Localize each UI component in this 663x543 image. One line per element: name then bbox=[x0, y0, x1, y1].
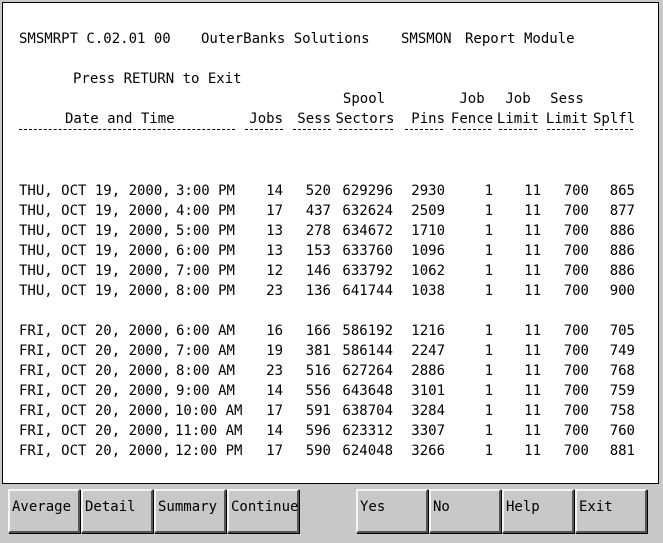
cell-time: 8:00 PM bbox=[175, 283, 235, 299]
separator-sess bbox=[293, 129, 331, 133]
cell-spool-sectors: 627264 bbox=[342, 363, 393, 379]
cell-job-fence: 1 bbox=[484, 283, 493, 299]
cell-time: 3:00 PM bbox=[175, 183, 235, 199]
separator-pins bbox=[405, 129, 443, 133]
cell-sess: 153 bbox=[305, 243, 331, 259]
header-spool-sectors: Sectors bbox=[335, 111, 395, 127]
cell-splfl: 705 bbox=[609, 323, 635, 339]
cell-jobs: 17 bbox=[266, 203, 283, 219]
cell-sess-limit: 700 bbox=[563, 363, 589, 379]
cell-date: FRI, OCT 20, 2000, bbox=[19, 403, 171, 419]
cell-spool-sectors: 624048 bbox=[342, 443, 393, 459]
cell-sess-limit: 700 bbox=[563, 423, 589, 439]
cell-pins: 3284 bbox=[411, 403, 445, 419]
cell-date: FRI, OCT 20, 2000, bbox=[19, 363, 171, 379]
cell-splfl: 758 bbox=[609, 403, 635, 419]
cell-jobs: 19 bbox=[266, 343, 283, 359]
no-button-label: No bbox=[433, 499, 450, 515]
cell-jobs: 12 bbox=[266, 263, 283, 279]
cell-splfl: 759 bbox=[609, 383, 635, 399]
header-fence-line1: Job bbox=[459, 91, 485, 107]
cell-job-limit: 11 bbox=[524, 203, 541, 219]
cell-spool-sectors: 632624 bbox=[342, 203, 393, 219]
cell-time: 10:00 AM bbox=[175, 403, 243, 419]
cell-jobs: 14 bbox=[266, 423, 283, 439]
cell-spool-sectors: 633760 bbox=[342, 243, 393, 259]
cell-pins: 3101 bbox=[411, 383, 445, 399]
average-button-label: Average bbox=[12, 499, 72, 515]
cell-sess-limit: 700 bbox=[563, 283, 589, 299]
cell-sess: 278 bbox=[305, 223, 331, 239]
cell-pins: 1062 bbox=[411, 263, 445, 279]
module-code: SMSMON bbox=[401, 31, 452, 47]
cell-date: FRI, OCT 20, 2000, bbox=[19, 443, 171, 459]
cell-spool-sectors: 629296 bbox=[342, 183, 393, 199]
separator-jobs bbox=[245, 129, 283, 133]
cell-sess-limit: 700 bbox=[563, 183, 589, 199]
cell-job-fence: 1 bbox=[484, 423, 493, 439]
cell-job-limit: 11 bbox=[524, 443, 541, 459]
cell-sess-limit: 700 bbox=[563, 223, 589, 239]
header-date-time: Date and Time bbox=[65, 111, 175, 127]
cell-job-limit: 11 bbox=[524, 243, 541, 259]
cell-splfl: 749 bbox=[609, 343, 635, 359]
cell-pins: 2886 bbox=[411, 363, 445, 379]
separator-job-limit bbox=[499, 129, 537, 133]
cell-job-fence: 1 bbox=[484, 203, 493, 219]
summary-button[interactable] bbox=[154, 489, 226, 533]
cell-sess: 136 bbox=[305, 283, 331, 299]
cell-time: 8:00 AM bbox=[175, 363, 235, 379]
cell-splfl: 881 bbox=[609, 443, 635, 459]
header-splfl: Splfl bbox=[593, 111, 636, 127]
yes-button[interactable] bbox=[356, 489, 428, 533]
cell-sess-limit: 700 bbox=[563, 203, 589, 219]
cell-spool-sectors: 586192 bbox=[342, 323, 393, 339]
separator-spool bbox=[339, 129, 393, 133]
separator-fence bbox=[453, 129, 491, 133]
cell-spool-sectors: 638704 bbox=[342, 403, 393, 419]
cell-date: FRI, OCT 20, 2000, bbox=[19, 383, 171, 399]
cell-date: THU, OCT 19, 2000, bbox=[19, 203, 171, 219]
cell-job-fence: 1 bbox=[484, 263, 493, 279]
cell-date: THU, OCT 19, 2000, bbox=[19, 183, 171, 199]
cell-splfl: 877 bbox=[609, 203, 635, 219]
cell-splfl: 865 bbox=[609, 183, 635, 199]
cell-sess: 437 bbox=[305, 203, 331, 219]
cell-job-fence: 1 bbox=[484, 243, 493, 259]
cell-time: 7:00 PM bbox=[175, 263, 235, 279]
header-pins: Pins bbox=[411, 111, 445, 127]
cell-job-limit: 11 bbox=[524, 383, 541, 399]
cell-date: THU, OCT 19, 2000, bbox=[19, 263, 171, 279]
cell-sess-limit: 700 bbox=[563, 323, 589, 339]
header-jobs: Jobs bbox=[249, 111, 283, 127]
summary-button-label: Summary bbox=[158, 499, 218, 515]
cell-jobs: 23 bbox=[266, 363, 283, 379]
cell-time: 4:00 PM bbox=[175, 203, 235, 219]
cell-time: 5:00 PM bbox=[175, 223, 235, 239]
cell-pins: 3307 bbox=[411, 423, 445, 439]
cell-sess: 591 bbox=[305, 403, 331, 419]
cell-sess: 590 bbox=[305, 443, 331, 459]
cell-job-fence: 1 bbox=[484, 383, 493, 399]
cell-job-fence: 1 bbox=[484, 183, 493, 199]
cell-time: 6:00 PM bbox=[175, 243, 235, 259]
function-key-bar bbox=[0, 484, 663, 543]
cell-spool-sectors: 643648 bbox=[342, 383, 393, 399]
cell-date: FRI, OCT 20, 2000, bbox=[19, 343, 171, 359]
cell-job-fence: 1 bbox=[484, 363, 493, 379]
cell-date: THU, OCT 19, 2000, bbox=[19, 223, 171, 239]
cell-sess: 556 bbox=[305, 383, 331, 399]
exit-button[interactable] bbox=[575, 489, 647, 533]
cell-time: 9:00 AM bbox=[175, 383, 235, 399]
cell-jobs: 14 bbox=[266, 183, 283, 199]
cell-sess: 520 bbox=[305, 183, 331, 199]
cell-job-limit: 11 bbox=[524, 223, 541, 239]
cell-pins: 2509 bbox=[411, 203, 445, 219]
cell-sess: 596 bbox=[305, 423, 331, 439]
cell-splfl: 886 bbox=[609, 223, 635, 239]
cell-pins: 1710 bbox=[411, 223, 445, 239]
header-sess-limit: Limit bbox=[545, 111, 589, 127]
cell-time: 12:00 PM bbox=[175, 443, 243, 459]
cell-sess: 166 bbox=[305, 323, 331, 339]
company-name: OuterBanks Solutions bbox=[201, 31, 370, 47]
cell-spool-sectors: 634672 bbox=[342, 223, 393, 239]
detail-button-label: Detail bbox=[85, 499, 136, 515]
cell-sess-limit: 700 bbox=[563, 243, 589, 259]
separator-splfl bbox=[595, 129, 633, 133]
cell-job-limit: 11 bbox=[524, 423, 541, 439]
cell-sess-limit: 700 bbox=[563, 403, 589, 419]
cell-job-limit: 11 bbox=[524, 403, 541, 419]
average-button[interactable] bbox=[8, 489, 80, 533]
cell-pins: 1038 bbox=[411, 283, 445, 299]
cell-splfl: 886 bbox=[609, 263, 635, 279]
cell-splfl: 768 bbox=[609, 363, 635, 379]
cell-date: THU, OCT 19, 2000, bbox=[19, 243, 171, 259]
cell-jobs: 14 bbox=[266, 383, 283, 399]
cell-job-limit: 11 bbox=[524, 183, 541, 199]
cell-job-fence: 1 bbox=[484, 223, 493, 239]
program-version: SMSMRPT C.02.01 00 bbox=[19, 31, 171, 47]
exit-button-label: Exit bbox=[579, 499, 613, 515]
detail-button[interactable] bbox=[81, 489, 153, 533]
cell-pins: 1096 bbox=[411, 243, 445, 259]
cell-date: FRI, OCT 20, 2000, bbox=[19, 423, 171, 439]
header-joblimit-line1: Job bbox=[505, 91, 531, 107]
cell-pins: 2247 bbox=[411, 343, 445, 359]
header-sesslimit-line1: Sess bbox=[550, 91, 584, 107]
cell-sess-limit: 700 bbox=[563, 443, 589, 459]
cell-job-fence: 1 bbox=[484, 343, 493, 359]
cell-spool-sectors: 586144 bbox=[342, 343, 393, 359]
help-button-label: Help bbox=[506, 499, 540, 515]
cell-sess-limit: 700 bbox=[563, 383, 589, 399]
cell-job-limit: 11 bbox=[524, 263, 541, 279]
cell-spool-sectors: 633792 bbox=[342, 263, 393, 279]
cell-sess: 146 bbox=[305, 263, 331, 279]
terminal-screen[interactable] bbox=[2, 2, 659, 484]
cell-date: THU, OCT 19, 2000, bbox=[19, 283, 171, 299]
cell-job-fence: 1 bbox=[484, 443, 493, 459]
cell-jobs: 23 bbox=[266, 283, 283, 299]
cell-spool-sectors: 623312 bbox=[342, 423, 393, 439]
cell-splfl: 886 bbox=[609, 243, 635, 259]
cell-date: FRI, OCT 20, 2000, bbox=[19, 323, 171, 339]
module-name: Report Module bbox=[465, 31, 575, 47]
cell-splfl: 760 bbox=[609, 423, 635, 439]
cell-sess: 516 bbox=[305, 363, 331, 379]
yes-button-label: Yes bbox=[360, 499, 386, 515]
continue-button-label: Continue bbox=[231, 499, 299, 515]
cell-jobs: 13 bbox=[266, 223, 283, 239]
header-job-limit: Limit bbox=[496, 111, 540, 127]
cell-sess: 381 bbox=[305, 343, 331, 359]
cell-pins: 1216 bbox=[411, 323, 445, 339]
separator-date bbox=[19, 129, 235, 133]
cell-job-fence: 1 bbox=[484, 323, 493, 339]
cell-spool-sectors: 641744 bbox=[342, 283, 393, 299]
header-fence: Fence bbox=[450, 111, 494, 127]
continue-button[interactable] bbox=[227, 489, 299, 533]
cell-job-limit: 11 bbox=[524, 323, 541, 339]
separator-sess-limit bbox=[547, 129, 585, 133]
header-spool-line1: Spool bbox=[342, 91, 386, 107]
cell-sess-limit: 700 bbox=[563, 263, 589, 279]
cell-time: 6:00 AM bbox=[175, 323, 235, 339]
help-button[interactable] bbox=[502, 489, 574, 533]
cell-job-fence: 1 bbox=[484, 403, 493, 419]
no-button[interactable] bbox=[429, 489, 501, 533]
cell-time: 7:00 AM bbox=[175, 343, 235, 359]
exit-prompt: Press RETURN to Exit bbox=[73, 71, 242, 87]
cell-pins: 3266 bbox=[411, 443, 445, 459]
cell-pins: 2930 bbox=[411, 183, 445, 199]
cell-sess-limit: 700 bbox=[563, 343, 589, 359]
cell-time: 11:00 AM bbox=[175, 423, 243, 439]
header-sess: Sess bbox=[297, 111, 331, 127]
cell-jobs: 13 bbox=[266, 243, 283, 259]
cell-job-limit: 11 bbox=[524, 363, 541, 379]
cell-jobs: 17 bbox=[266, 443, 283, 459]
cell-splfl: 900 bbox=[609, 283, 635, 299]
cell-job-limit: 11 bbox=[524, 343, 541, 359]
cell-job-limit: 11 bbox=[524, 283, 541, 299]
cell-jobs: 16 bbox=[266, 323, 283, 339]
cell-jobs: 17 bbox=[266, 403, 283, 419]
